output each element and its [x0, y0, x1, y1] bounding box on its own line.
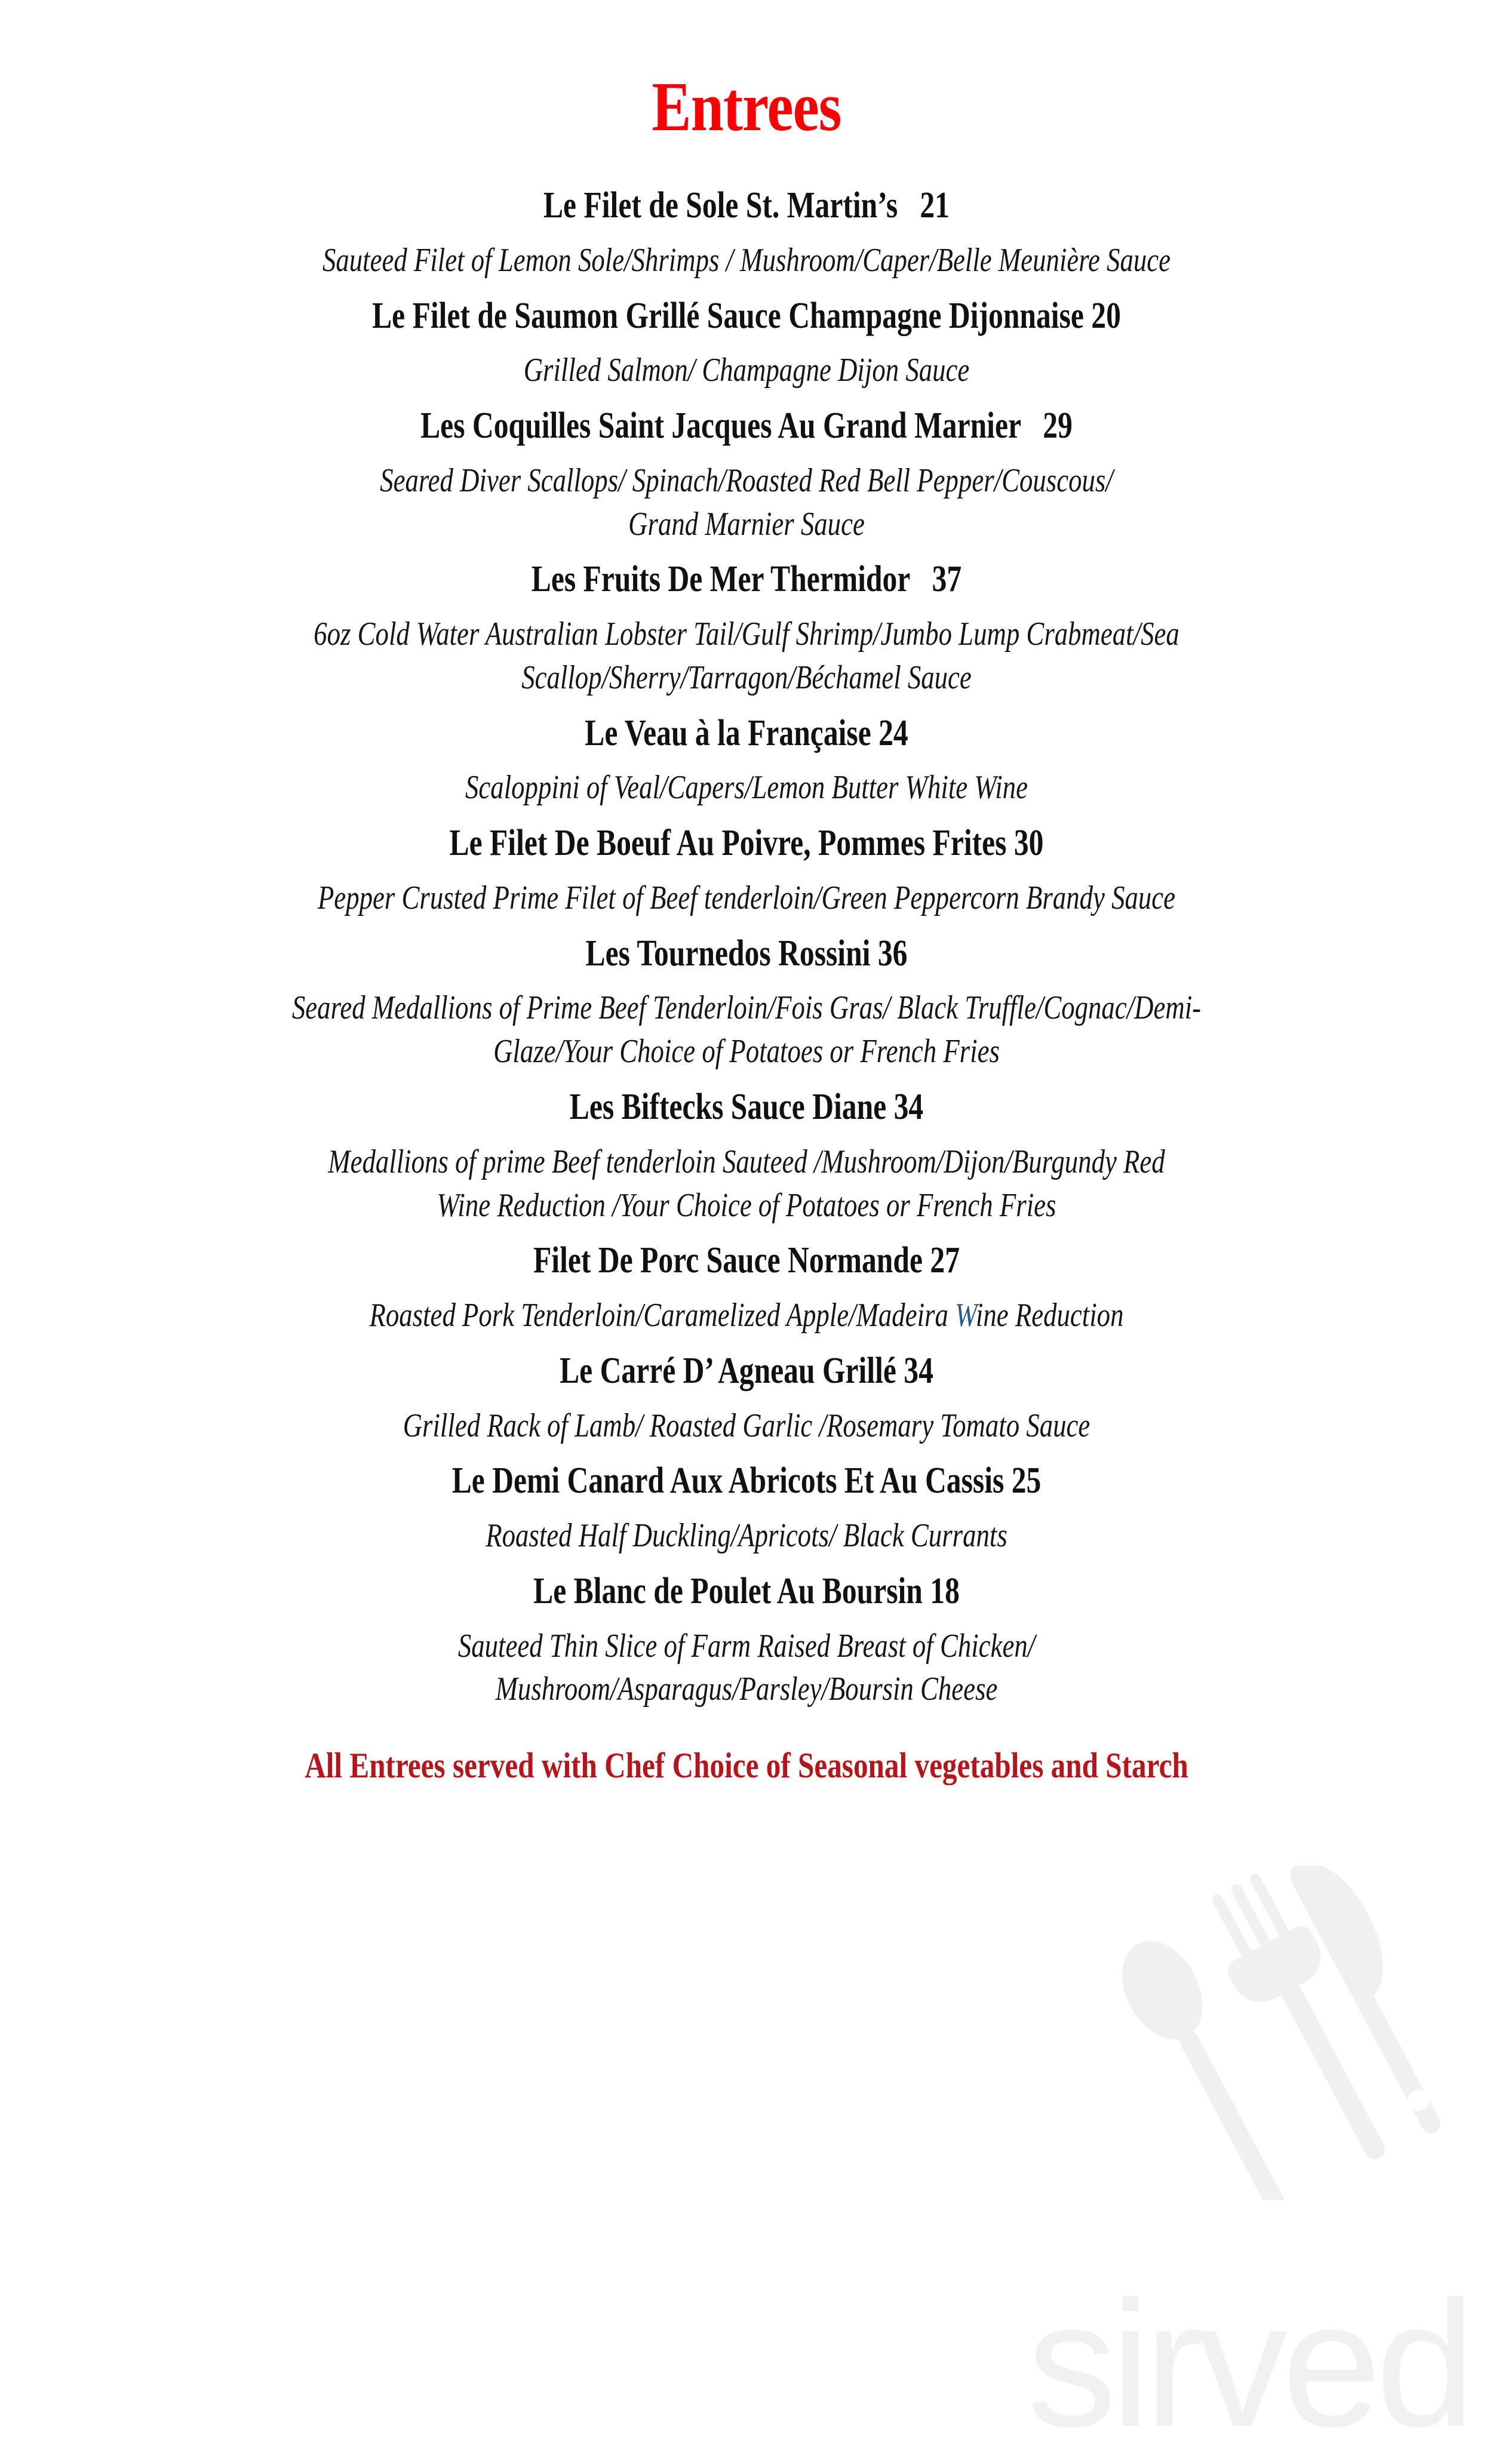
menu-item — [54, 176, 1439, 286]
menu-item-name: Filet De Porc Sauce Normande 27 — [533, 1240, 960, 1281]
menu-item-description-line: Seared Diver Scallops/ Spinach/Roasted Red Bell Pepper/Couscous/ — [380, 462, 1113, 499]
menu-item-description — [192, 336, 1301, 396]
menu-item-name: Les Coquilles Saint Jacques Au Grand Marnier 29 — [420, 405, 1073, 447]
menu-item-description — [192, 599, 1301, 703]
menu-item-description — [192, 1281, 1301, 1341]
menu-item-description-line: Grand Marnier Sauce — [628, 505, 865, 543]
accent-letter: W — [955, 1297, 976, 1334]
menu-item-description — [192, 973, 1301, 1077]
menu-item-description-line: Sauteed Thin Slice of Farm Raised Breast of Chicken/ — [457, 1627, 1036, 1665]
footer-note: All Entrees served with Chef Choice of Seasonal vegetables and Starch — [305, 1746, 1188, 1786]
menu-item-description-line: Sauteed Filet of Lemon Sole/Shrimps / Mushroom/Caper/Belle Meunière Sauce — [322, 241, 1171, 279]
menu-item-description — [192, 1391, 1301, 1451]
menu-item — [54, 813, 1439, 924]
menu-item — [54, 1451, 1439, 1561]
menu-item-description-line: Wine Reduction /Your Choice of Potatoes or French Fries — [437, 1186, 1056, 1224]
menu-item-name: Le Carré D’ Agneau Grillé 34 — [560, 1350, 933, 1391]
menu-item — [54, 1341, 1439, 1451]
menu-item — [54, 1231, 1439, 1341]
menu-item-description — [192, 1127, 1301, 1231]
menu-item-description-line: Grilled Rack of Lamb/ Roasted Garlic /Rosemary Tomato Sauce — [403, 1407, 1090, 1444]
menu-item-name: Le Filet De Boeuf Au Poivre, Pommes Frites 30 — [449, 823, 1044, 864]
menu-item-list — [54, 176, 1439, 1715]
description-text: ine Reduction — [975, 1297, 1124, 1334]
cutlery-watermark-icon — [1105, 1866, 1487, 2200]
menu-item-description-line: Medallions of prime Beef tenderloin Sauteed /Mushroom/Dijon/Burgundy Red — [328, 1143, 1165, 1180]
menu-item-description — [192, 863, 1301, 924]
menu-item-description-line: Scaloppini of Veal/Capers/Lemon Butter White Wine — [465, 769, 1028, 807]
menu-item-name: Le Filet de Saumon Grillé Sauce Champagne Dijonnaise 20 — [372, 295, 1121, 336]
menu-item-name: Les Biftecks Sauce Diane 34 — [569, 1087, 924, 1127]
menu-item-name: Le Demi Canard Aux Abricots Et Au Cassis 25 — [451, 1460, 1042, 1502]
menu-item-description-line: Scallop/Sherry/Tarragon/Béchamel Sauce — [521, 659, 972, 696]
menu-item-description — [192, 1501, 1301, 1561]
menu-item-description — [192, 1611, 1301, 1715]
menu-item — [54, 924, 1439, 1077]
menu-item — [54, 396, 1439, 549]
menu-item-description — [192, 226, 1301, 286]
menu-item — [54, 1077, 1439, 1231]
menu-item-description-line: Pepper Crusted Prime Filet of Beef tenderloin/Green Peppercorn Brandy Sauce — [317, 879, 1176, 916]
menu-item-description-line — [192, 1294, 1301, 1337]
page-title: Entrees — [652, 67, 841, 146]
menu-item-description-line: Glaze/Your Choice of Potatoes or French Fries — [493, 1033, 1000, 1070]
menu-item-name: Le Veau à la Française 24 — [585, 712, 908, 753]
menu-item-description-line: Grilled Salmon/ Champagne Dijon Sauce — [523, 352, 970, 389]
menu-item-name: Le Blanc de Poulet Au Boursin 18 — [533, 1570, 960, 1611]
menu-item-description-line: Seared Medallions of Prime Beef Tenderloin/Fois Gras/ Black Truffle/Cognac/Demi- — [291, 989, 1202, 1027]
sirved-wordmark-watermark: sirved — [1027, 2263, 1469, 2464]
menu-item-description — [192, 446, 1301, 550]
menu-item-description — [192, 753, 1301, 813]
menu-item-description-line: 6oz Cold Water Australian Lobster Tail/Gulf Shrimp/Jumbo Lump Crabmeat/Sea — [314, 616, 1179, 653]
menu-item-description-line: Mushroom/Asparagus/Parsley/Boursin Cheese — [495, 1671, 998, 1708]
menu-item-name: Le Filet de Sole St. Martin’s 21 — [543, 185, 950, 226]
menu-item — [54, 1561, 1439, 1715]
menu-item — [54, 549, 1439, 703]
menu-item — [54, 703, 1439, 814]
description-text: Roasted Pork Tenderloin/Caramelized Apple/Madeira — [369, 1297, 956, 1334]
menu-item-name: Les Tournedos Rossini 36 — [585, 933, 908, 974]
menu-item-description-line: Roasted Half Duckling/Apricots/ Black Currants — [486, 1517, 1007, 1555]
menu-item — [54, 286, 1439, 396]
menu-item-name: Les Fruits De Mer Thermidor 37 — [531, 559, 962, 600]
